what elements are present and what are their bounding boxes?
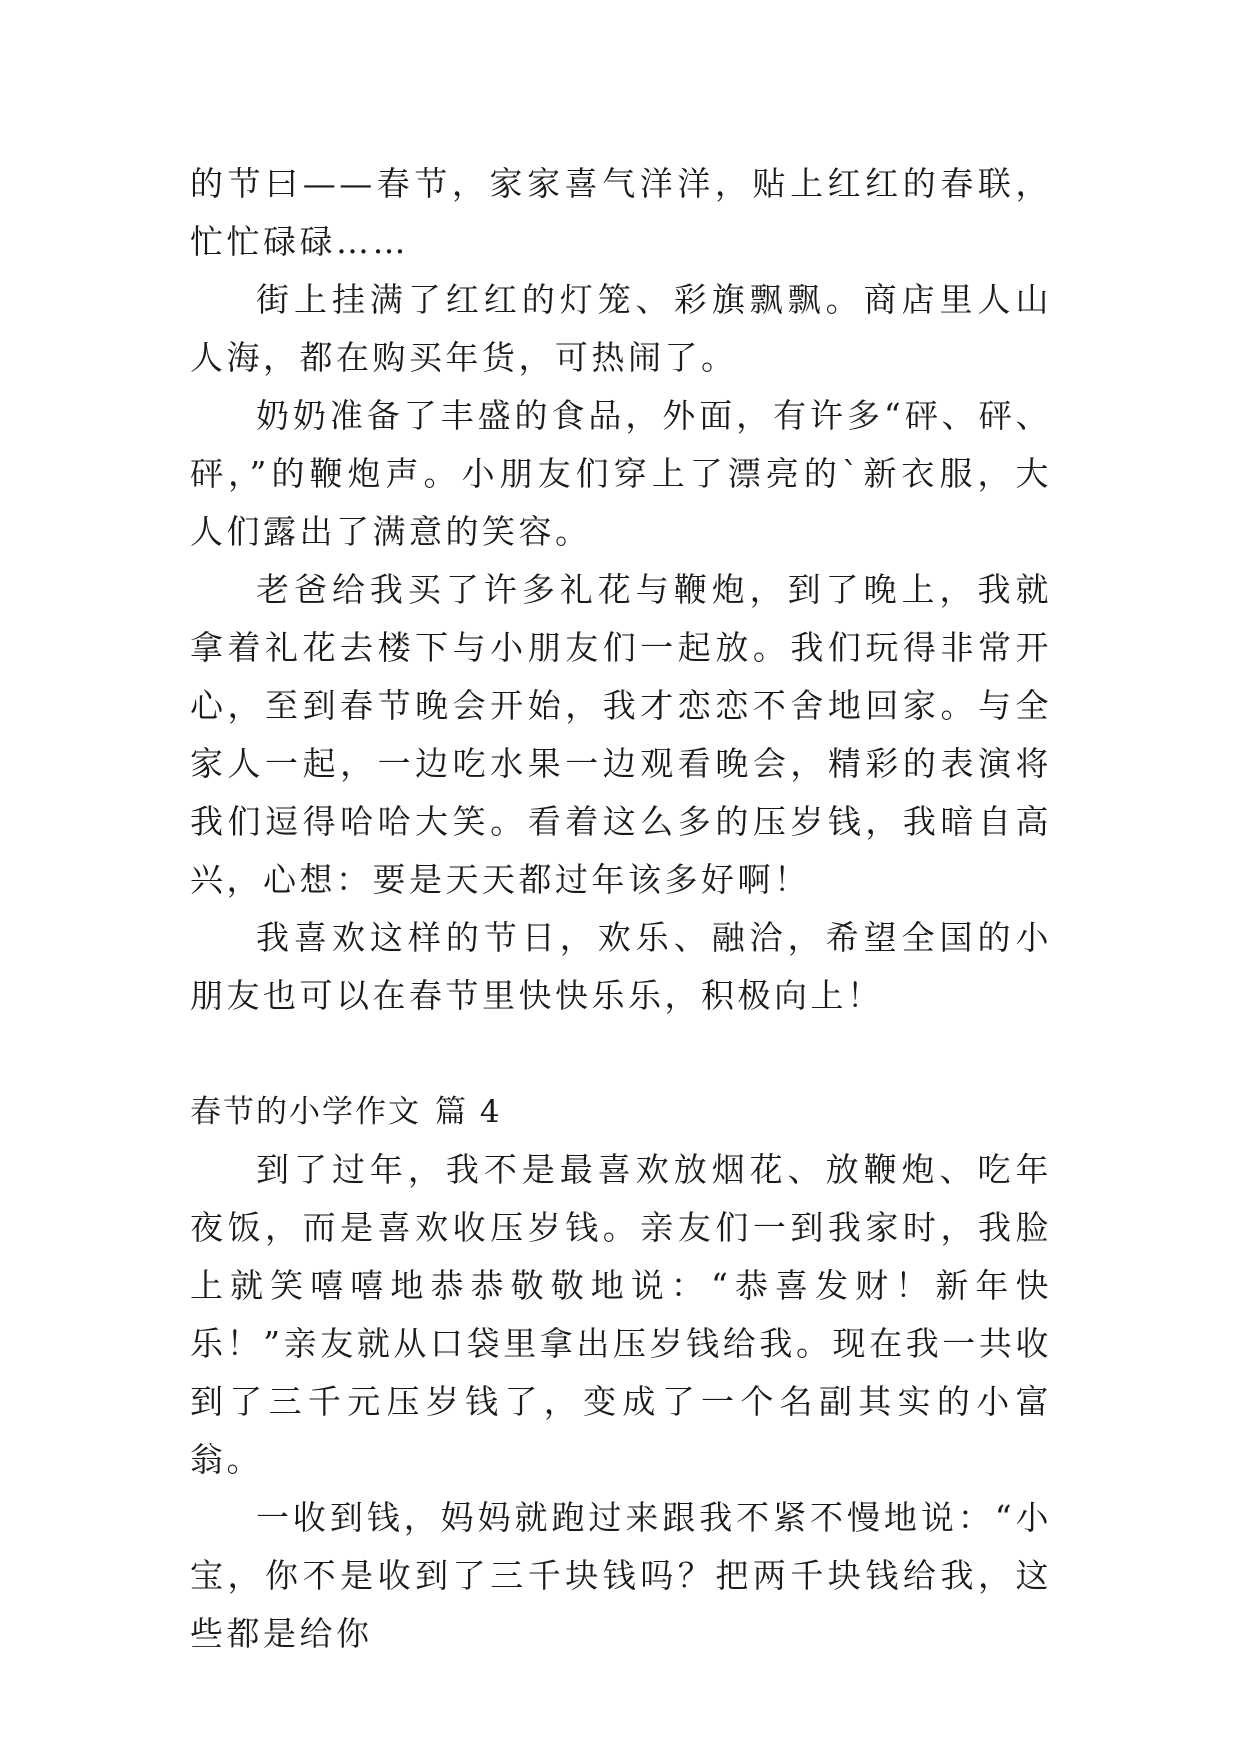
paragraph-fireworks-evening: 老爸给我买了许多礼花与鞭炮，到了晚上，我就拿着礼花去楼下与小朋友们一起放。我们玩得非常开心，至到春节晚会开始，我才恋恋不舍地回家。与全家人一起，一边吃水果一边观看晚会，精彩的表演将我们逗得哈哈大笑。看着这么多的压岁钱，我暗自高兴，心想：要是天天都过年该多好啊！ — [190, 570, 1052, 899]
paragraph-grandma-food: 奶奶准备了丰盛的食品，外面，有许多“砰、砰、砰，”的鞭炮声。小朋友们穿上了漂亮的`新衣服，大人们露出了满意的笑容。 — [190, 396, 1052, 551]
continued-essay-body — [190, 155, 1052, 1025]
section-heading — [190, 1083, 1052, 1141]
paragraph-festival-intro: 的节曰——春节，家家喜气洋洋，贴上红红的春联，忙忙碌碌…… — [190, 164, 1052, 261]
section-number-label: 篇 4 — [435, 1094, 502, 1130]
section-title: 春节的小学作文 — [190, 1094, 421, 1130]
paragraph-mom-request: 一收到钱，妈妈就跑过来跟我不紧不慢地说：“小宝，你不是收到了三千块钱吗？把两千块钱给我，这些都是给你 — [190, 1498, 1052, 1653]
paragraph-street-scene: 街上挂满了红红的灯笼、彩旗飘飘。商店里人山人海，都在购买年货，可热闹了。 — [190, 280, 1052, 377]
paragraph-closing-wish: 我喜欢这样的节日，欢乐、融洽，希望全国的小朋友也可以在春节里快快乐乐，积极向上！ — [190, 918, 1052, 1015]
section-essay-body — [190, 1141, 1052, 1663]
paragraph-red-envelopes: 到了过年，我不是最喜欢放烟花、放鞭炮、吃年夜饭，而是喜欢收压岁钱。亲友们一到我家时，我脸上就笑嘻嘻地恭恭敬敬地说：“恭喜发财！新年快乐！”亲友就从口袋里拿出压岁钱给我。现在我一共收到了三千元压岁钱了，变成了一个名副其实的小富翁。 — [190, 1150, 1052, 1479]
